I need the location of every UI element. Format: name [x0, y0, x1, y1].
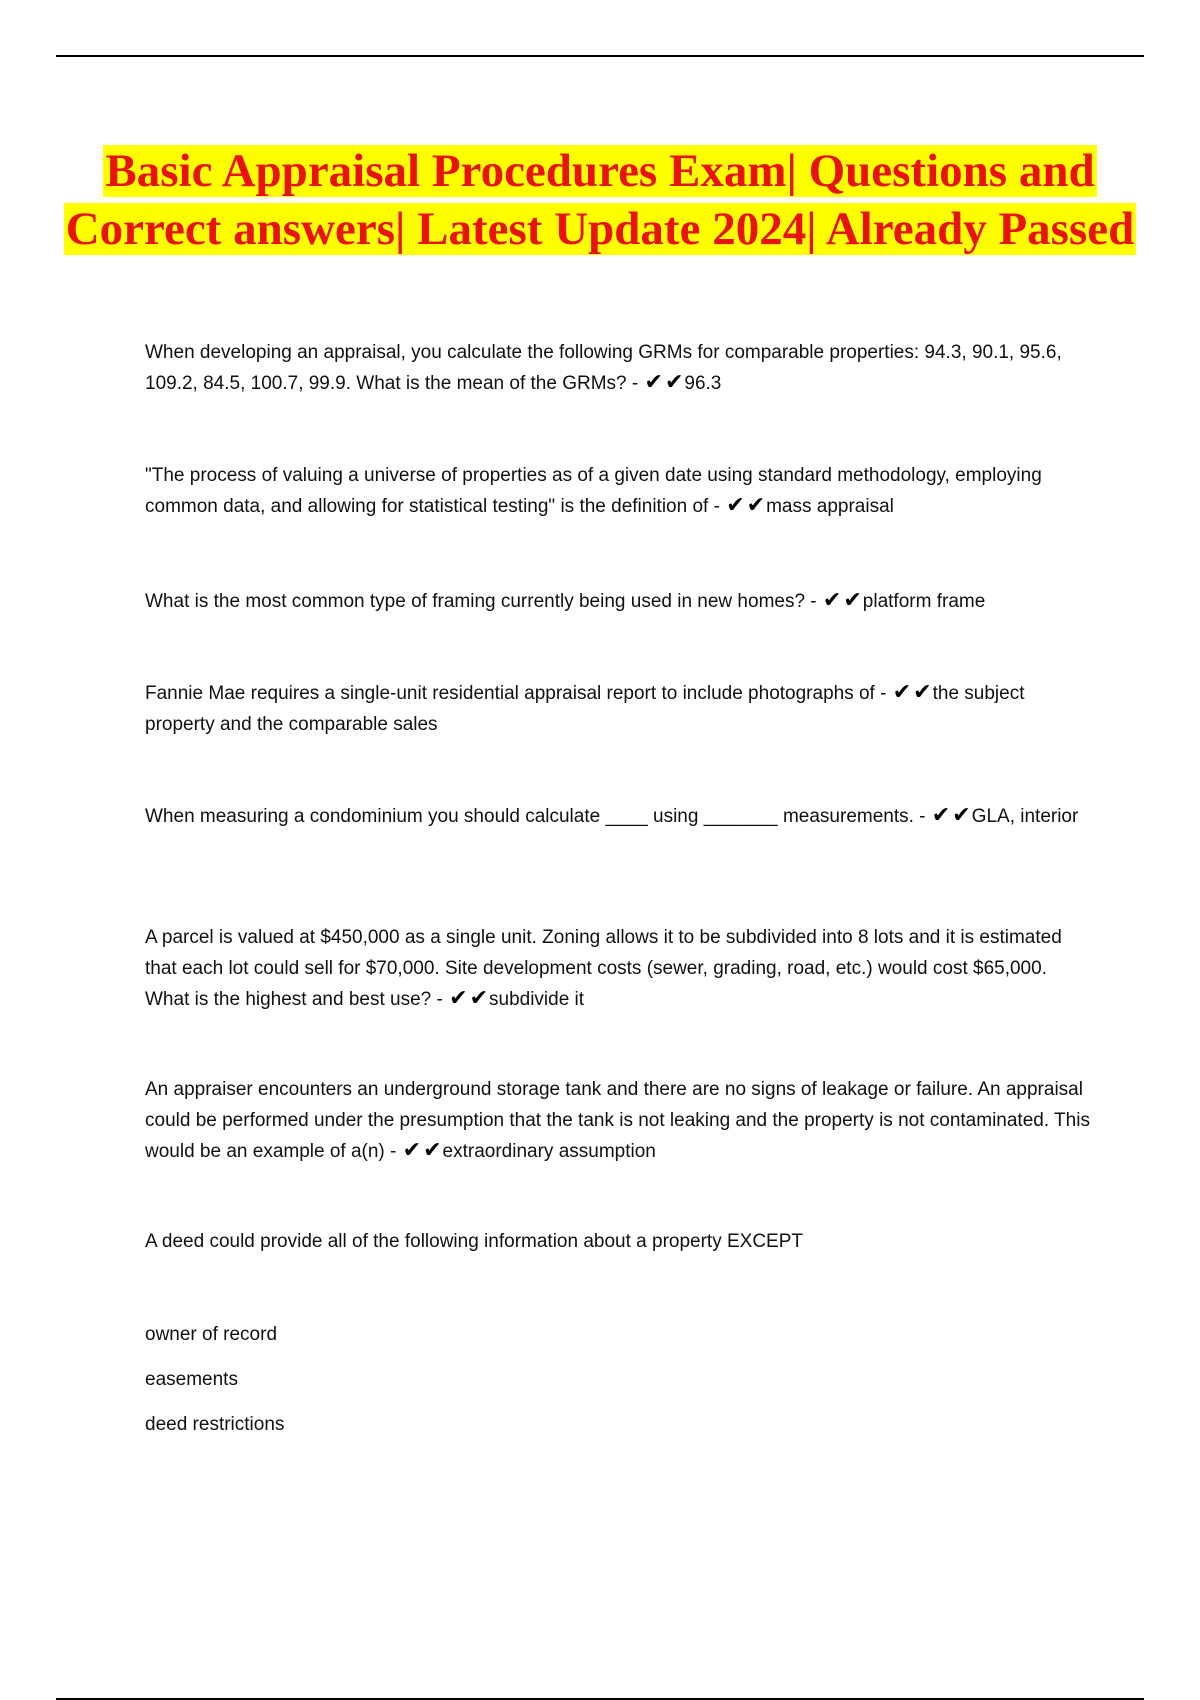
document-title	[60, 142, 1140, 258]
qa-item-6	[145, 922, 1090, 1015]
check-icon: ✔	[952, 802, 971, 827]
question-text: A parcel is valued at $450,000 as a single unit. Zoning allows it to be subdivided into 8 lots and it is estimated that each lot could sell for $70,000. Site development costs (sewer, grading, road, etc.) would cost $65,000. What is the highest and best use?	[145, 927, 1062, 1010]
check-icon: ✔	[746, 492, 766, 517]
check-icon: ✔	[913, 679, 932, 704]
separator: -	[431, 989, 449, 1010]
question-text: An appraiser encounters an underground storage tank and there are no signs of leakage or failure. An appraisal could be performed under the presumption that the tank is not leaking and the property is not contaminated. This would be an example of a(n)	[145, 1079, 1090, 1162]
answer-text: GLA, interior	[971, 806, 1079, 827]
option-item: easements	[145, 1369, 238, 1390]
check-icon: ✔	[644, 369, 663, 394]
check-icon: ✔	[822, 587, 842, 612]
separator: -	[384, 1141, 402, 1162]
last-question: A deed could provide all of the following information about a property EXCEPT	[145, 1231, 803, 1252]
check-icon: ✔	[892, 679, 912, 704]
qa-item-3	[145, 586, 985, 617]
answer-text: 96.3	[684, 373, 722, 394]
question-text: "The process of valuing a universe of properties as of a given date using standard methodology, employing common data, and allowing for statistical testing" is the definition of	[145, 465, 1042, 517]
separator: -	[805, 591, 822, 612]
qa-item-4	[145, 678, 1090, 740]
check-icon: ✔	[423, 1137, 442, 1162]
top-rule	[56, 55, 1144, 57]
check-icon: ✔	[402, 1137, 422, 1162]
separator: -	[913, 806, 931, 827]
qa-item-2	[145, 460, 1090, 522]
title-highlight: Basic Appraisal Procedures Exam| Questions and Correct answers| Latest Update 2024| Already Passed	[65, 145, 1135, 255]
separator: -	[626, 373, 644, 394]
answer-text: subdivide it	[489, 989, 585, 1010]
separator: -	[874, 683, 892, 704]
qa-item-7	[145, 1074, 1090, 1167]
separator: -	[708, 496, 726, 517]
check-icon: ✔	[664, 369, 684, 394]
answer-text: platform frame	[862, 591, 986, 612]
question-text: What is the most common type of framing currently being used in new homes?	[145, 591, 806, 612]
qa-item-1	[145, 337, 1090, 399]
option-item: deed restrictions	[145, 1414, 285, 1435]
check-icon: ✔	[449, 985, 468, 1010]
answer-text: the subject property and the comparable sales	[145, 683, 1025, 735]
check-icon: ✔	[843, 587, 862, 612]
answer-text: mass appraisal	[766, 496, 894, 517]
answer-text: extraordinary assumption	[442, 1141, 656, 1162]
check-icon: ✔	[469, 985, 488, 1010]
question-text: When measuring a condominium you should calculate ____ using _______ measurements.	[145, 806, 914, 827]
check-icon: ✔	[726, 492, 745, 517]
question-text: When developing an appraisal, you calculate the following GRMs for comparable properties: 94.3, 90.1, 95.6, 109.2, 84.5, 100.7, 99.9. What is the mean of the GRMs?	[145, 342, 1062, 394]
question-text: Fannie Mae requires a single-unit residential appraisal report to include photographs of	[145, 683, 875, 704]
option-item: owner of record	[145, 1324, 278, 1345]
qa-item-5	[145, 801, 1078, 832]
check-icon: ✔	[931, 802, 951, 827]
